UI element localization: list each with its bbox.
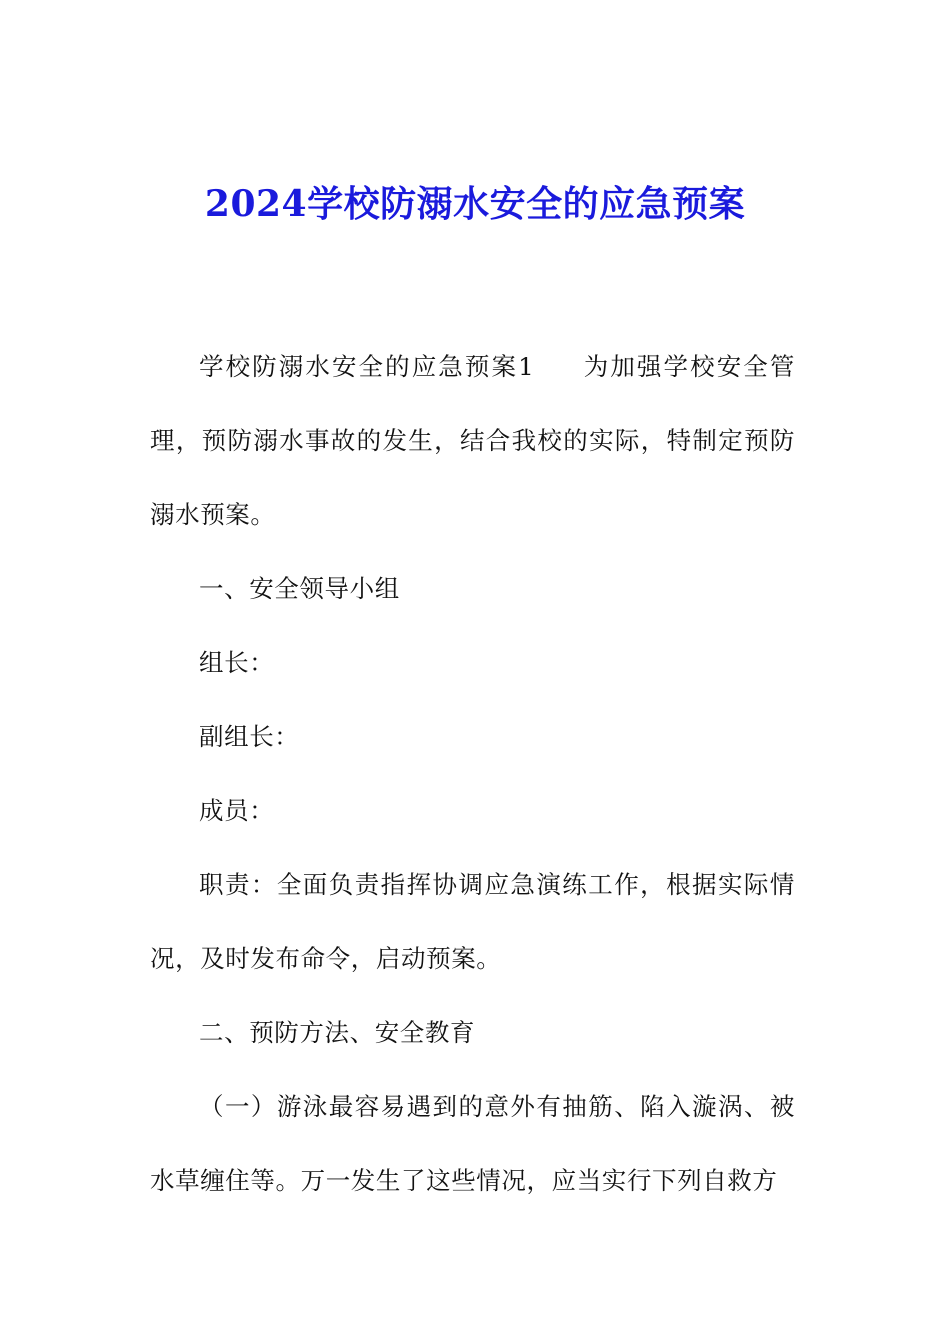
section-heading-prevention: 二、预防方法、安全教育 bbox=[199, 1018, 476, 1047]
deputy-leader-line: 副组长： bbox=[199, 722, 300, 751]
document-body bbox=[150, 330, 795, 1218]
section-heading-leadership: 一、安全领导小组 bbox=[199, 574, 400, 603]
duties-paragraph: 职责：全面负责指挥协调应急演练工作，根据实际情况，及时发布命令，启动预案。 bbox=[150, 870, 795, 973]
leader-line: 组长： bbox=[199, 648, 275, 677]
intro-text: 为加强学校安全管理，预防溺水事故的发生，结合我校的实际，特制定预防溺水预案。 bbox=[150, 352, 795, 529]
members-line: 成员： bbox=[199, 796, 275, 825]
prevention-paragraph-1: （一）游泳最容易遇到的意外有抽筋、陷入漩涡、被水草缠住等。万一发生了这些情况，应当实行下列自救方 bbox=[150, 1092, 795, 1195]
intro-heading: 学校防溺水安全的应急预案1 bbox=[199, 352, 535, 381]
intro-paragraph bbox=[150, 330, 795, 552]
document-title: 2024学校防溺水安全的应急预案 bbox=[204, 183, 746, 225]
